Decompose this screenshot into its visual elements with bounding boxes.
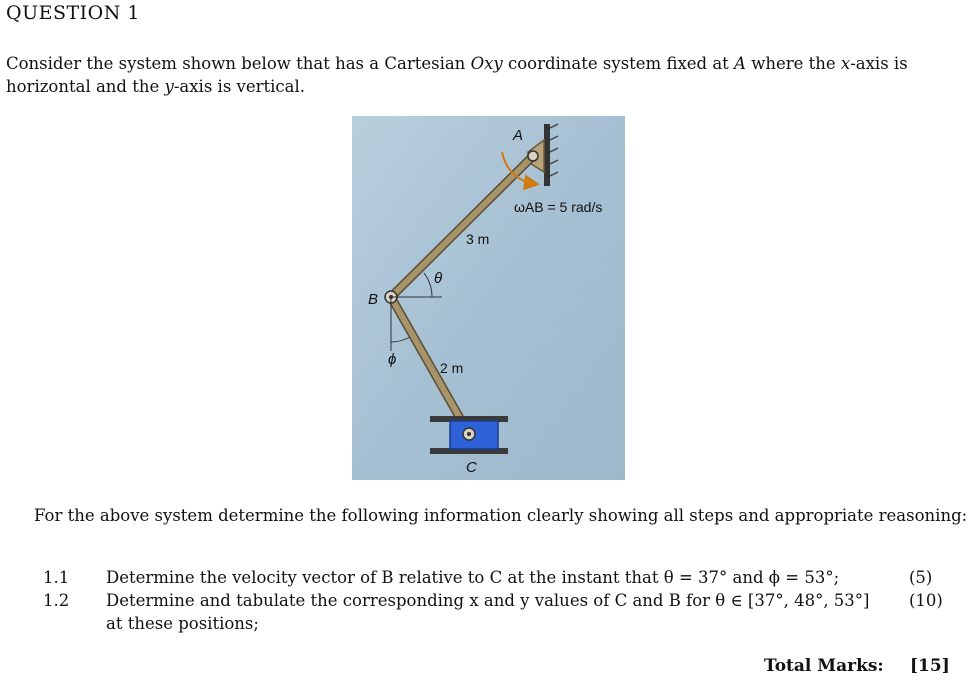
item-text: Determine the velocity vector of B relative to C at the instant that θ = 37° and ϕ = 53°; <box>106 568 840 587</box>
item-text: Determine and tabulate the corresponding x and y values of C and B for θ ∈ [37°, 48°, 53°] at these positions; <box>106 591 870 633</box>
label-bc-length: 2 m <box>440 360 464 376</box>
mechanism-diagram <box>352 116 625 480</box>
pin-c-center <box>467 432 471 436</box>
label-phi: ϕ <box>388 351 397 368</box>
intro-point-a: A <box>734 54 746 73</box>
intro-coord-system: Oxy <box>470 54 503 73</box>
item-marks: (10) <box>909 591 943 610</box>
intro-text-2: coordinate system fixed at <box>502 54 735 73</box>
question-intro <box>6 52 974 98</box>
total-marks-value: [15] <box>910 656 950 676</box>
item-marks: (5) <box>909 568 933 587</box>
intro-text-5: -axis is vertical. <box>173 77 306 96</box>
wall-support-a <box>544 124 550 186</box>
intro-text-4: -axis is horizontal and the <box>6 54 908 96</box>
intro-text-3: where the <box>745 54 841 73</box>
label-b: B <box>368 291 379 308</box>
intro-y-var: y <box>164 77 174 96</box>
instruction-text: For the above system determine the following information clearly showing all steps and appropriate reasoning: <box>34 506 968 525</box>
item-number: 1.2 <box>43 591 70 610</box>
pin-a <box>528 151 538 161</box>
total-marks-label: Total Marks: <box>764 656 884 676</box>
intro-text-1: Consider the system shown below that has a Cartesian <box>6 54 471 73</box>
intro-x-var: x <box>840 54 851 73</box>
label-omega: ωAB = 5 rad/s <box>514 199 603 215</box>
item-number: 1.1 <box>43 568 70 587</box>
label-a: A <box>513 127 524 144</box>
mechanism-figure <box>352 116 625 480</box>
label-theta: θ <box>434 270 443 287</box>
label-c: C <box>466 459 477 476</box>
label-ab-length: 3 m <box>466 231 490 247</box>
question-title: QUESTION 1 <box>6 2 140 24</box>
